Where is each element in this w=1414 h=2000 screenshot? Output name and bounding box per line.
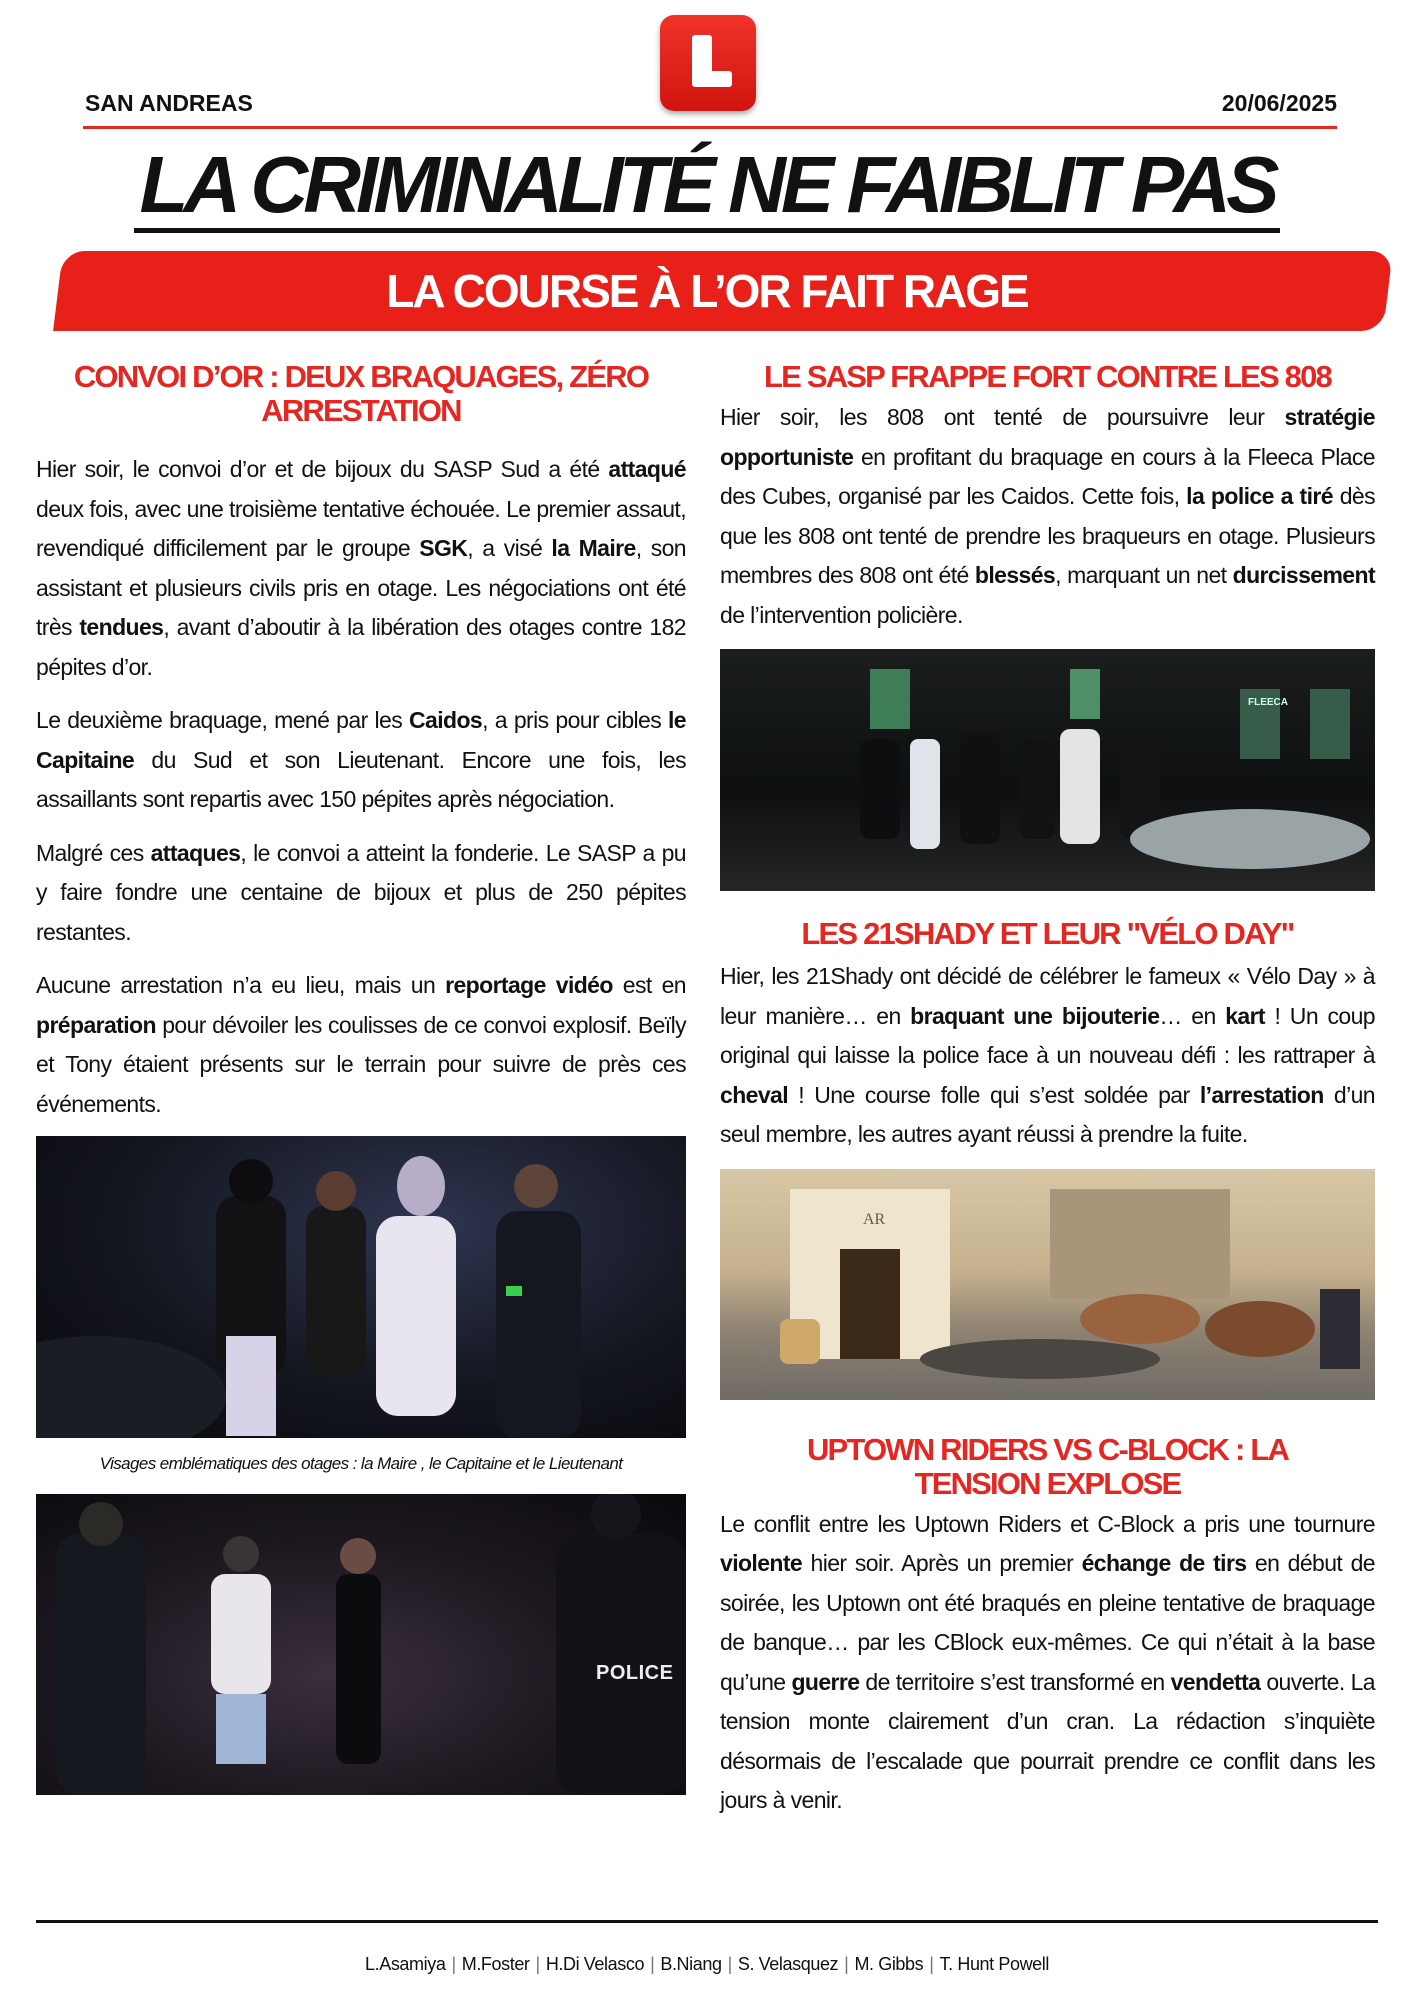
kart-heist-photo <box>720 1169 1375 1400</box>
fleeca-bank-photo <box>720 649 1375 891</box>
credit-name: T. Hunt Powell <box>939 1954 1049 1974</box>
uptown-paragraph: Le conflit entre les Uptown Riders et C-Block a pris une tournure violente hier soir. Après un premier échange de tirs en début de soirée, les Uptown ont été braqués en pleine tentative de braquage de banque… par les CBlock eux-mêmes. Ce qui n’était à la base qu’une guerre de territoire s’est transformé en vendetta ouverte. La tension monte clairement d’un cran. La rédaction s’inquiète désormais de l’escalade que pourrait prendre ce conflit dans les jours à venir. <box>720 1510 1375 1813</box>
main-headline: LA CRIMINALITÉ NE FAIBLIT PAS <box>0 142 1414 233</box>
credit-name: B.Niang <box>660 1954 722 1974</box>
subheadline-text: LA COURSE À L’OR FAIT RAGE <box>386 265 1028 317</box>
credit-name: H.Di Velasco <box>545 1954 645 1974</box>
region-label: SAN ANDREAS <box>85 90 253 116</box>
police-scene-photo <box>36 1494 686 1795</box>
convoi-paragraph-3: Malgré ces attaques, le convoi a atteint la fonderie. Le SASP a pu y faire fondre une centaine de bijoux et plus de 250 pépites restantes. <box>36 839 686 945</box>
left-column <box>36 360 686 1795</box>
issue-date: 20/06/2025 <box>1221 90 1337 116</box>
convoi-paragraph-2: Le deuxième braquage, mené par les Caidos, a pris pour cibles le Capitaine du Sud et son Lieutenant. Encore une fois, les assaillants sont repartis avec 150 pépites après négociation. <box>36 707 686 812</box>
police-sign: POLICE <box>596 1662 674 1684</box>
header-divider <box>83 126 1337 129</box>
photo-caption: Visages emblématiques des otages : la Maire , le Capitaine et le Lieutenant <box>99 1454 623 1473</box>
right-column <box>720 360 1375 1821</box>
convoi-paragraph-4: Aucune arrestation n’a eu lieu, mais un reportage vidéo est en préparation pour dévoiler les coulisses de ce convoi explosif. Beïly et Tony étaient présents sur le terrain pour suivre de près ces événements. <box>36 972 686 1117</box>
credits-line: L.Asamiya | M.Foster | H.Di Velasco | B.Niang | S. Velasquez | M. Gibbs | T. Hunt Powell <box>365 1954 1049 1974</box>
shady-title: LES 21SHADY ET LEUR "VÉLO DAY" <box>801 916 1294 951</box>
sasp-title: LE SASP FRAPPE FORT CONTRE LES 808 <box>764 359 1331 394</box>
footer-divider <box>36 1920 1378 1923</box>
sasp-paragraph: Hier soir, les 808 ont tenté de poursuivre leur stratégie opportuniste en profitant du braquage en cours à la Fleeca Place des Cubes, organisé par les Caidos. Cette fois, la police a tiré dès que les 808 ont tenté de prendre les braqueurs en otage. Plusieurs membres des 808 ont été blessés, marquant un net durcissement de l’intervention policière. <box>720 404 1375 628</box>
newspaper-logo-icon <box>660 15 756 111</box>
credit-name: L.Asamiya <box>365 1954 446 1974</box>
shady-paragraph: Hier, les 21Shady ont décidé de célébrer le fameux « Vélo Day » à leur manière… en braquant une bijouterie… en kart ! Un coup original qui laisse la police face à un nouveau défi : les rattraper à cheval ! Une course folle qui s’est soldée par l’arrestation d’un seul membre, les autres ayant réussi à prendre la fuite. <box>720 963 1375 1147</box>
convoi-paragraph-1: Hier soir, le convoi d’or et de bijoux du SASP Sud a été attaqué deux fois, avec une troisième tentative échouée. Le premier assaut, revendiqué difficilement par le groupe SGK, a visé la Maire, son assistant et plusieurs civils pris en otage. Les négociations ont été très tendues, avant d’aboutir à la libération des otages contre 182 pépites d’or. <box>36 456 686 680</box>
credit-name: M. Gibbs <box>854 1954 924 1974</box>
credit-name: S. Velasquez <box>737 1954 839 1974</box>
hostages-photo <box>36 1136 686 1438</box>
atm-sign: FLEECA <box>1248 697 1288 708</box>
credit-name: M.Foster <box>461 1954 530 1974</box>
store-sign: AR <box>863 1210 886 1228</box>
uptown-title: UPTOWN RIDERS VS C-BLOCK : LA TENSION EXPLOSE <box>806 1431 1289 1501</box>
convoi-title: CONVOI D’OR : DEUX BRAQUAGES, ZÉRO ARRESTATION <box>73 359 649 428</box>
